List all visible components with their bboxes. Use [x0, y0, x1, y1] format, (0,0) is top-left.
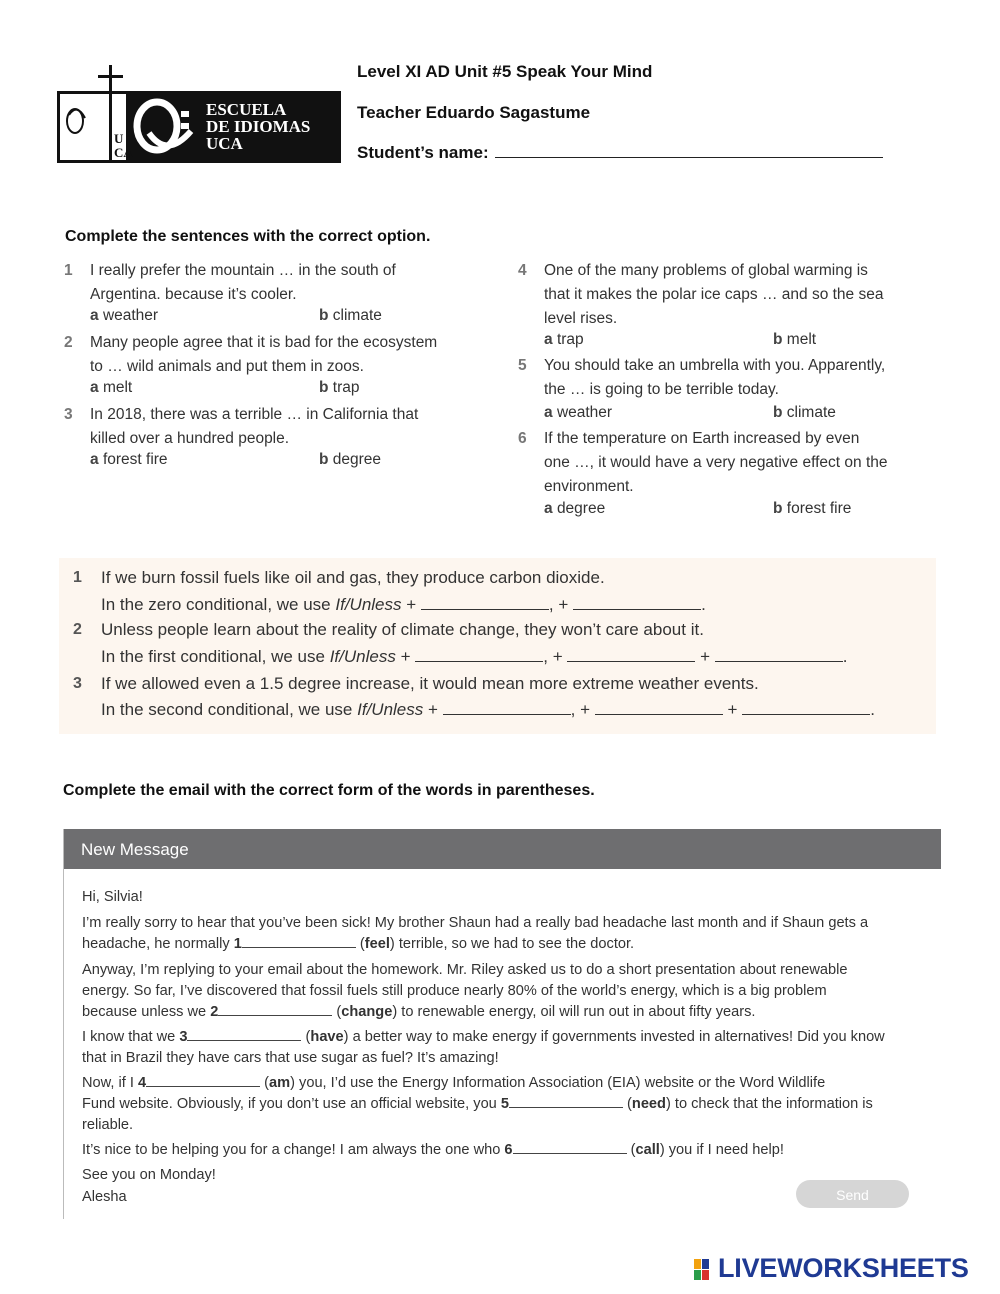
option-letter: b [319, 451, 329, 468]
question-line: the … is going to be terrible today. [544, 381, 779, 398]
option-b[interactable] [319, 307, 382, 325]
question-line: Many people agree that it is bad for the ecosystem [90, 334, 438, 351]
email-line: energy. So far, I’ve discovered that fossil fuels still produce nearly 80% of the world’s energy, which is a big problem [82, 983, 827, 999]
option-letter: a [90, 307, 99, 324]
option-b[interactable] [319, 451, 381, 469]
question-text [90, 259, 396, 307]
question-line: You should take an umbrella with you. Apparently, [544, 357, 886, 374]
option-letter: b [773, 404, 783, 421]
answer-blank[interactable] [443, 702, 571, 715]
question-line: Argentina. because it’s cooler. [90, 286, 297, 303]
period: . [842, 647, 848, 666]
email-text: Now, if I [82, 1075, 134, 1091]
answer-blank[interactable] [715, 649, 843, 662]
gap-word: change [341, 1004, 393, 1020]
period: . [701, 595, 706, 614]
student-name-label: Student’s name: [357, 143, 489, 162]
gap-word: need [631, 1096, 666, 1112]
rule-italic: If/Unless [357, 700, 424, 719]
question-number: 6 [518, 430, 527, 447]
email-text: to check that the information is [674, 1096, 873, 1112]
plus-sign: + [580, 700, 591, 719]
email-text: a better way to make energy if governments invested in alternatives! Did you know [352, 1029, 885, 1045]
option-b[interactable] [773, 331, 816, 349]
option-letter: a [544, 331, 553, 348]
school-logo [57, 63, 341, 163]
email-title: New Message [81, 840, 189, 859]
gap-input[interactable] [187, 1030, 301, 1041]
comma: , [548, 595, 554, 614]
option-text: forest fire [786, 500, 852, 517]
email-line: that in Brazil they have cars that use sugar as fuel? It’s amazing! [82, 1050, 499, 1066]
gap-word: feel [364, 936, 390, 952]
plus-sign: + [727, 700, 738, 719]
plus-sign: + [400, 647, 411, 666]
gap-input[interactable] [146, 1076, 260, 1087]
option-a[interactable] [544, 331, 584, 349]
option-text: climate [786, 404, 836, 421]
answer-blank[interactable] [567, 649, 695, 662]
email-line: I’m really sorry to hear that you’ve been sick! My brother Shaun had a really bad headache last month and if Shaun gets a [82, 915, 869, 931]
option-text: degree [332, 451, 382, 468]
liveworksheets-logo-icon [694, 1259, 718, 1281]
email-closing: See you on Monday! [82, 1167, 216, 1183]
option-letter: a [90, 451, 99, 468]
option-letter: b [319, 379, 329, 396]
email-text: you, I’d use the Energy Information Association (EIA) website or the Word Wildlife [299, 1075, 826, 1091]
answer-blank[interactable] [573, 597, 701, 610]
logo-line-2: DE IDIOMAS [206, 117, 311, 136]
plus-sign: + [552, 647, 563, 666]
period: . [870, 700, 875, 719]
item-number: 3 [73, 675, 82, 692]
gap-word: am [269, 1075, 291, 1091]
answer-blank[interactable] [595, 702, 723, 715]
option-b[interactable] [773, 404, 836, 422]
email-greeting: Hi, Silvia! [82, 889, 143, 905]
option-text: forest fire [102, 451, 168, 468]
item-number: 2 [73, 621, 82, 638]
svg-text:CA: CA [114, 145, 133, 160]
question-line: killed over a hundred people. [90, 430, 290, 447]
answer-blank[interactable] [421, 597, 549, 610]
gap-input[interactable] [509, 1097, 623, 1108]
student-name-row [357, 143, 883, 163]
question-number: 3 [64, 406, 73, 423]
section3-instruction: Complete the email with the correct form of the words in parentheses. [63, 782, 595, 799]
email-paragraph [82, 913, 912, 955]
option-a[interactable] [90, 379, 132, 397]
answer-blank[interactable] [415, 649, 543, 662]
option-letter: b [773, 331, 783, 348]
plus-sign: + [558, 595, 569, 614]
teacher-name: Teacher Eduardo Sagastume [357, 103, 591, 122]
option-text: trap [556, 331, 584, 348]
option-letter: a [90, 379, 99, 396]
email-composer [63, 829, 941, 1219]
question-line: one …, it would have a very negative effect on the [544, 454, 888, 471]
option-text: melt [102, 379, 133, 396]
question-line: to … wild animals and put them in zoos. [90, 358, 364, 375]
rule-italic: If/Unless [329, 647, 396, 666]
conditionals-panel [59, 558, 936, 734]
gap-number: 1 [233, 936, 242, 952]
gap-number: 6 [504, 1142, 513, 1158]
email-text: It’s nice to be helping you for a change! I am always the one who [82, 1142, 501, 1158]
option-letter: a [544, 404, 553, 421]
email-text: to renewable energy, oil will run out in about fifty years. [401, 1004, 756, 1020]
question-line: If the temperature on Earth increased by even [544, 430, 860, 447]
option-b[interactable] [319, 379, 360, 397]
svg-text:U: U [114, 131, 124, 146]
section1-instruction: Complete the sentences with the correct option. [65, 228, 431, 245]
email-line: headache, he normally 1 (feel) terrible, so we had to see the doctor. [82, 936, 635, 952]
option-text: degree [556, 500, 606, 517]
email-signature: Alesha [82, 1189, 127, 1205]
email-line: Fund website. Obviously, if you don’t use an official website, you 5 (need) to check that the information is [82, 1096, 873, 1112]
example-sentence: If we allowed even a 1.5 degree increase, it would mean more extreme weather events. [101, 674, 759, 693]
option-text: melt [786, 331, 817, 348]
gap-input[interactable] [218, 1005, 332, 1016]
option-letter: b [319, 307, 329, 324]
question-text [544, 354, 885, 402]
email-paragraph [82, 1073, 912, 1136]
option-letter: b [773, 500, 783, 517]
rule-line [101, 700, 875, 720]
email-text: you if I need help! [668, 1142, 784, 1158]
email-titlebar [64, 829, 941, 869]
liveworksheets-brand[interactable]: LIVEWORKSHEETS [718, 1253, 969, 1283]
option-text: climate [332, 307, 382, 324]
email-line: Now, if I 4 (am) you, I’d use the Energy Information Association (EIA) website or the Word Wildlife [82, 1075, 826, 1091]
plus-sign: + [406, 595, 417, 614]
email-paragraph [82, 1027, 912, 1069]
question-text [90, 331, 437, 379]
option-a[interactable] [90, 307, 158, 325]
rule-prefix: In the second conditional, we use [101, 700, 358, 719]
email-text: terrible, so we had to see the doctor. [398, 936, 635, 952]
question-text [544, 427, 888, 499]
option-letter: a [544, 500, 553, 517]
email-text: I know that we [82, 1029, 176, 1045]
item-number: 1 [73, 569, 82, 586]
example-sentence: If we burn fossil fuels like oil and gas, they produce carbon dioxide. [101, 568, 605, 587]
option-text: weather [102, 307, 159, 324]
email-paragraph [82, 960, 912, 1023]
question-line: environment. [544, 478, 634, 495]
email-paragraph: It’s nice to be helping you for a change! I am always the one who 6 (call) you if I need help! [82, 1142, 784, 1158]
comma: , [570, 700, 576, 719]
gap-number: 3 [179, 1029, 188, 1045]
question-line: that it makes the polar ice caps … and so the sea [544, 286, 884, 303]
gap-number: 5 [500, 1096, 509, 1112]
question-line: In 2018, there was a terrible … in California that [90, 406, 419, 423]
question-text [90, 403, 418, 451]
option-b[interactable] [773, 500, 851, 518]
rule-line [101, 595, 706, 615]
option-a[interactable] [90, 451, 168, 469]
logo-line-1: ESCUELA [206, 100, 287, 119]
question-text [544, 259, 883, 331]
rule-italic: If/Unless [335, 595, 402, 614]
gap-word: call [635, 1142, 660, 1158]
worksheet-title: Level XI AD Unit #5 Speak Your Mind [357, 62, 653, 81]
email-text: because unless we [82, 1004, 207, 1020]
question-line: level rises. [544, 310, 618, 327]
email-line: I know that we 3 (have) a better way to make energy if governments invested in alternatives! Did you know [82, 1029, 885, 1045]
rule-line [101, 647, 848, 667]
option-text: weather [556, 404, 613, 421]
email-line: because unless we 2 (change) to renewable energy, oil will run out in about fifty years. [82, 1004, 756, 1020]
option-text: trap [332, 379, 360, 396]
gap-input[interactable] [242, 937, 356, 948]
rule-prefix: In the first conditional, we use [101, 647, 330, 666]
option-a[interactable] [544, 500, 605, 518]
example-sentence: Unless people learn about the reality of climate change, they won’t care about it. [101, 620, 704, 639]
answer-blank[interactable] [742, 702, 870, 715]
logo-line-3: UCA [206, 134, 243, 153]
question-number: 1 [64, 262, 73, 279]
email-line: reliable. [82, 1117, 134, 1133]
gap-number: 4 [137, 1075, 147, 1091]
question-line: One of the many problems of global warming is [544, 262, 868, 279]
question-number: 5 [518, 357, 527, 374]
question-number: 2 [64, 334, 73, 351]
gap-number: 2 [210, 1004, 219, 1020]
comma: , [543, 647, 548, 666]
gap-word: have [310, 1029, 344, 1045]
plus-sign: + [428, 700, 438, 719]
email-line: Anyway, I’m replying to your email about the homework. Mr. Riley asked us to do a short presentation about renewable [82, 962, 848, 978]
email-text: headache, he normally [82, 936, 230, 952]
email-text: Fund website. Obviously, if you don’t use an official website, you [82, 1096, 497, 1112]
rule-prefix: In the zero conditional, we use [101, 595, 336, 614]
question-number: 4 [518, 262, 527, 279]
gap-input[interactable] [513, 1143, 627, 1154]
question-line: I really prefer the mountain … in the south of [90, 262, 396, 279]
option-a[interactable] [544, 404, 612, 422]
plus-sign: + [700, 647, 711, 666]
student-name-field[interactable] [495, 143, 883, 158]
send-button[interactable]: Send [796, 1180, 909, 1208]
